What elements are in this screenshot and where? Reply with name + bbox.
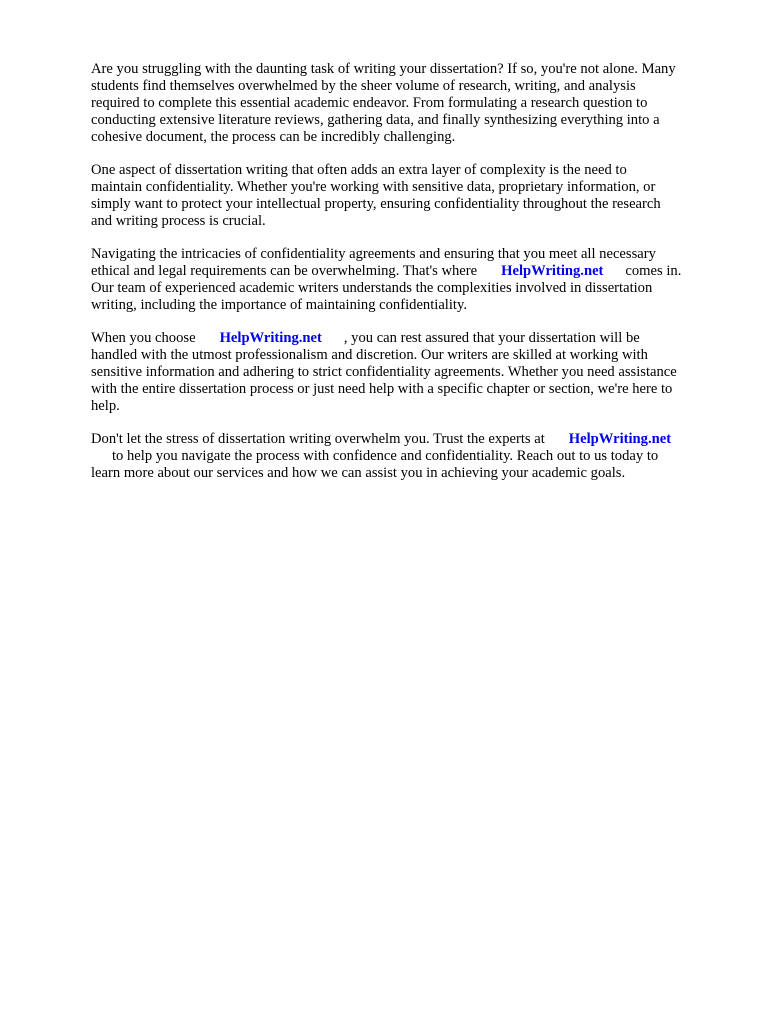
text-line: maintain confidentiality. Whether you're working with sensitive data, proprietary information, or bbox=[91, 179, 656, 195]
text-line: cohesive document, the process can be incredibly challenging. bbox=[91, 129, 456, 145]
text-segment: comes in. bbox=[625, 263, 682, 279]
paragraph-choose bbox=[91, 330, 731, 415]
text-line: Our team of experienced academic writers understands the complexities involved in dissertation bbox=[91, 280, 653, 296]
text-line: students find themselves overwhelmed by the sheer volume of research, writing, and analysis bbox=[91, 78, 636, 94]
text-segment: ethical and legal requirements can be overwhelming. That's where bbox=[91, 263, 478, 279]
text-segment: to help you navigate the process with confidence and confidentiality. Reach out to us today to bbox=[112, 448, 659, 464]
text-line: help. bbox=[91, 398, 120, 414]
text-line bbox=[91, 448, 731, 465]
text-segment: , you can rest assured that your dissertation will be bbox=[343, 330, 640, 346]
document-page bbox=[91, 61, 731, 498]
text-line: learn more about our services and how we can assist you in achieving your academic goals. bbox=[91, 465, 626, 481]
helpwriting-link[interactable]: HelpWriting.net bbox=[568, 431, 672, 447]
text-segment: When you choose bbox=[91, 330, 196, 346]
paragraph-closing bbox=[91, 431, 731, 482]
text-line: Navigating the intricacies of confidentiality agreements and ensuring that you meet all necessary bbox=[91, 246, 656, 262]
text-line-with-link bbox=[91, 431, 731, 448]
helpwriting-link[interactable]: HelpWriting.net bbox=[219, 330, 322, 346]
text-line: writing, including the importance of maintaining confidentiality. bbox=[91, 297, 467, 313]
text-segment: Don't let the stress of dissertation writing overwhelm you. Trust the experts at bbox=[91, 431, 545, 447]
text-line: One aspect of dissertation writing that often adds an extra layer of complexity is the need to bbox=[91, 162, 627, 178]
paragraph-intro bbox=[91, 61, 731, 146]
text-line: required to complete this essential academic endeavor. From formulating a research question to bbox=[91, 95, 648, 111]
text-line: Are you struggling with the daunting task of writing your dissertation? If so, you're not alone. Many bbox=[91, 61, 676, 77]
text-line: with the entire dissertation process or just need help with a specific chapter or section, we're here to bbox=[91, 381, 673, 397]
text-line-with-link bbox=[91, 263, 731, 280]
text-line: conducting extensive literature reviews, gathering data, and finally synthesizing everything into a bbox=[91, 112, 660, 128]
text-line-with-link bbox=[91, 330, 731, 347]
paragraph-confidentiality bbox=[91, 162, 731, 230]
text-line: and writing process is crucial. bbox=[91, 213, 266, 229]
text-line: handled with the utmost professionalism and discretion. Our writers are skilled at working with bbox=[91, 347, 648, 363]
text-line: simply want to protect your intellectual property, ensuring confidentiality throughout the research bbox=[91, 196, 661, 212]
helpwriting-link[interactable]: HelpWriting.net bbox=[501, 263, 604, 279]
text-line: sensitive information and adhering to strict confidentiality agreements. Whether you need assistance bbox=[91, 364, 677, 380]
paragraph-agreements bbox=[91, 246, 731, 314]
